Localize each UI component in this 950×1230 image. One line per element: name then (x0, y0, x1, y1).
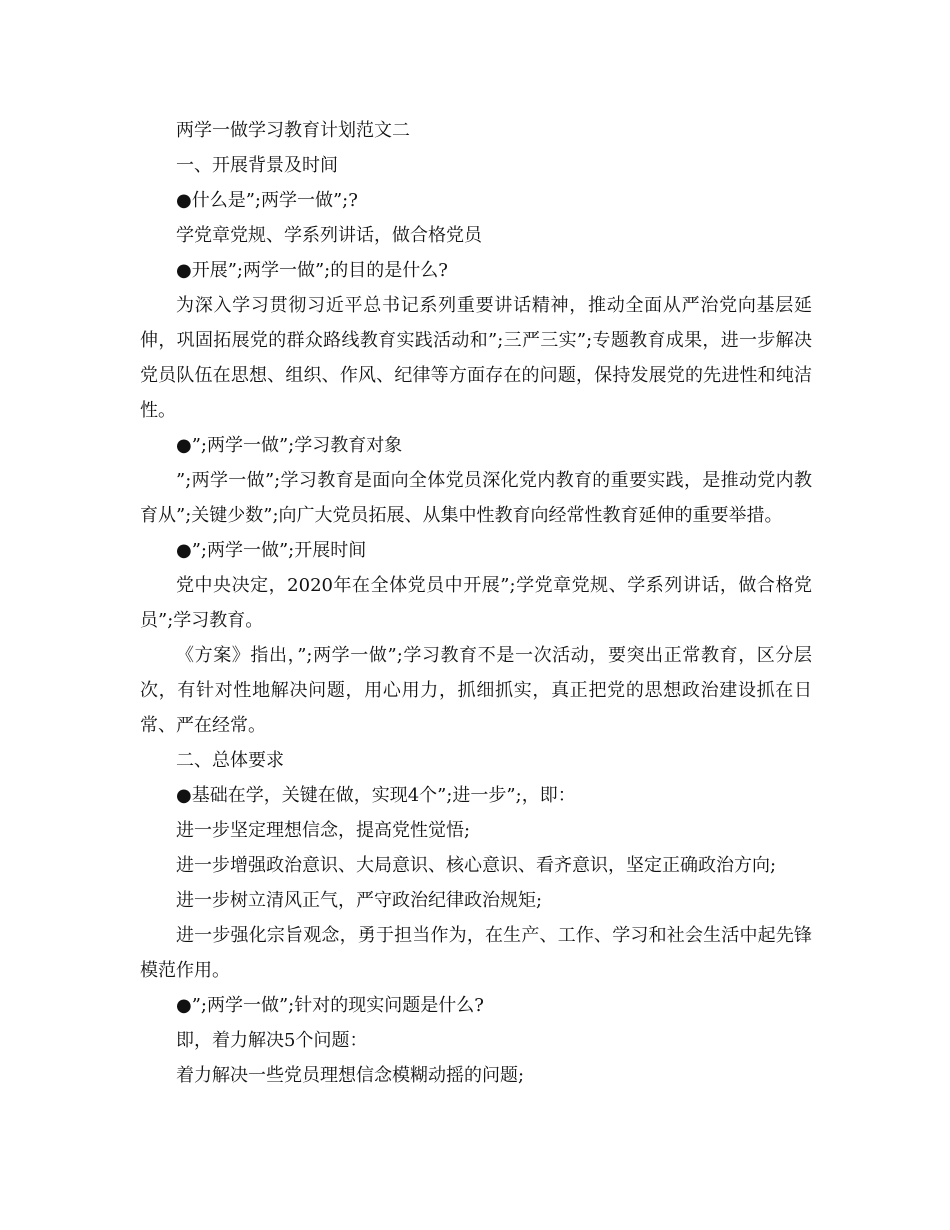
problem-item-1: 着力解决一些党员理想信念模糊动摇的问题; (176, 1065, 525, 1086)
section-heading-background: 一、开展背景及时间 (176, 155, 338, 176)
answer-time: 党中央决定，2020年在全体党员中开展”;学党章党规、学系列讲话，做合格党员”;学习教育。 (140, 575, 812, 631)
answer-purpose: 为深入学习贯彻习近平总书记系列重要讲话精神，推动全面从严治党向基层延伸，巩固拓展党的群众路线教育实践活动和”;三严三实”;专题教育成果，进一步解决党员队伍在思想、组织、作风、纪律等方面存在的问题，保持发展党的先进性和纯洁性。 (140, 295, 812, 421)
requirement-item-3: 进一步树立清风正气，严守政治纪律政治规矩; (176, 890, 543, 911)
question-problems: ●”;两学一做”;针对的现实问题是什么? (176, 995, 484, 1016)
plan-statement: 《方案》指出，”;两学一做”;学习教育不是一次活动，要突出正常教育，区分层次，有针对性地解决问题，用心用力，抓细抓实，真正把党的思想政治建设抓在日常、严在经常。 (140, 645, 812, 736)
requirements-intro: ●基础在学，关键在做，实现4个”;进一步”;，即： (176, 785, 576, 806)
answer-what-is: 学党章党规、学系列讲话，做合格党员 (176, 225, 482, 246)
document-title: 两学一做学习教育计划范文二 (176, 120, 410, 141)
question-time: ●”;两学一做”;开展时间 (176, 540, 367, 561)
requirement-item-4: 进一步强化宗旨观念，勇于担当作为，在生产、工作、学习和社会生活中起先锋模范作用。 (140, 925, 812, 981)
problems-intro: 即，着力解决5个问题： (176, 1030, 368, 1051)
section-heading-requirements: 二、总体要求 (176, 750, 284, 771)
question-audience: ●”;两学一做”;学习教育对象 (176, 435, 403, 456)
document-body (140, 113, 812, 1093)
answer-audience: ”;两学一做”;学习教育是面向全体党员深化党内教育的重要实践，是推动党内教育从”;关键少数”;向广大党员拓展、从集中性教育向经常性教育延伸的重要举措。 (140, 470, 812, 526)
question-purpose: ●开展”;两学一做”;的目的是什么? (176, 260, 448, 281)
requirement-item-1: 进一步坚定理想信念，提高党性觉悟; (176, 820, 471, 841)
question-what-is: ●什么是”;两学一做”;? (176, 190, 358, 211)
requirement-item-2: 进一步增强政治意识、大局意识、核心意识、看齐意识，坚定正确政治方向; (176, 855, 777, 876)
